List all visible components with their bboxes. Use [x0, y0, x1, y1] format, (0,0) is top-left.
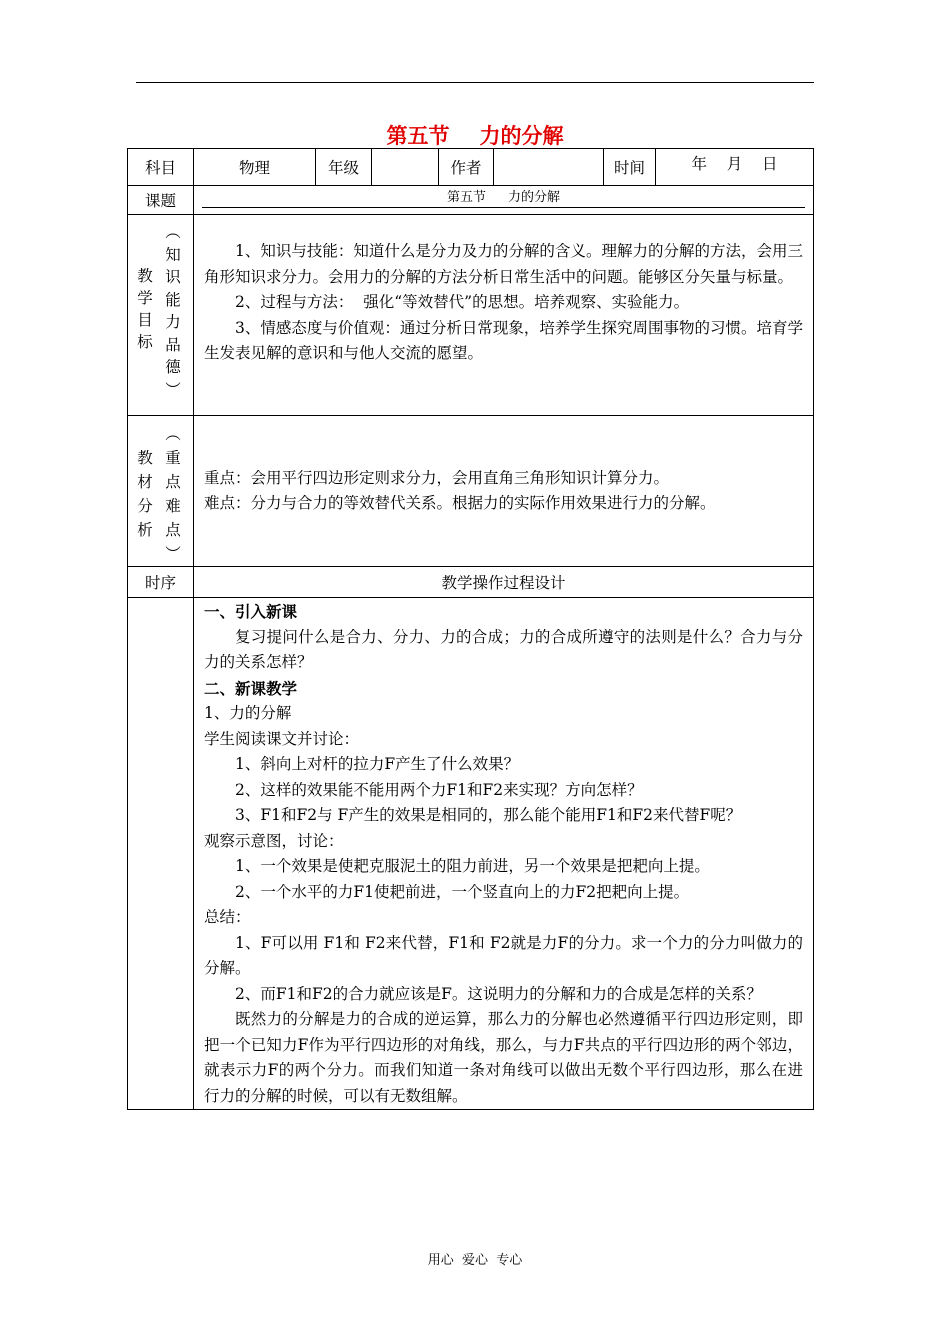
- time-order-cell: [128, 598, 194, 1110]
- time-label: 时间: [604, 149, 656, 186]
- process-header-row: [128, 567, 814, 598]
- author-value: [494, 149, 604, 186]
- lesson-plan-table: [127, 148, 814, 1110]
- topic-label: 课题: [128, 186, 194, 215]
- topic-cell: [194, 186, 814, 215]
- grade-value: [372, 149, 439, 186]
- topic-name: 力的分解: [508, 190, 561, 205]
- process-content: [194, 598, 814, 1110]
- grade-label: 年级: [316, 149, 372, 186]
- subject-label: 科目: [128, 149, 194, 186]
- observe-instruction: 观察示意图，讨论：: [204, 831, 344, 850]
- page-title: [0, 120, 950, 150]
- subject-value: 物理: [194, 149, 316, 186]
- topic-row: [128, 186, 814, 215]
- summary-heading: 总结：: [204, 908, 251, 926]
- observation-2: 2、一个水平的力F1使耙前进，一个竖直向上的力F2把耙向上提。: [235, 882, 690, 901]
- analysis-label-main: 教 材 分 析: [137, 449, 153, 539]
- goals-label: [128, 215, 194, 416]
- analysis-content: [194, 416, 814, 567]
- subsection-heading: 1、力的分解: [204, 704, 292, 722]
- process-row: [128, 598, 814, 1110]
- difficult-point: 难点：分力与合力的等效替代关系。根据力的实际作用效果进行力的分解。: [204, 494, 716, 512]
- time-order-label: 时序: [128, 567, 194, 598]
- time-value: 年 月 日: [656, 149, 814, 186]
- goal-process: 2、过程与方法： 强化“等效替代”的思想。培养观察、实验能力。: [235, 293, 690, 311]
- header-row: [128, 149, 814, 186]
- goals-content: [194, 215, 814, 416]
- title-section: 第五节: [386, 124, 450, 148]
- goal-knowledge: 1、知识与技能：知道什么是分力及力的分解的含义。理解力的分解的方法，会用三角形知识求分力。会用力的分解的方法分析日常生活中的问题。能够区分矢量与标量。: [204, 242, 803, 286]
- key-point: 重点：会用平行四边形定则求分力，会用直角三角形知识计算分力。: [204, 468, 670, 487]
- title-topic: 力的分解: [479, 124, 564, 148]
- design-label: 教学操作过程设计: [194, 567, 814, 598]
- page-footer: 用心 爱心 专心: [427, 1253, 523, 1268]
- question-3: 3、F1和F2与 F产生的效果是相同的，那么能个能用F1和F2来代替F呢？: [235, 806, 742, 824]
- observation-1: 1、一个效果是使耙克服泥土的阻力前进，另一个效果是把耙向上提。: [235, 857, 710, 875]
- topic-section: 第五节: [446, 190, 486, 205]
- goal-attitude: 3、情感态度与价值观：通过分析日常现象，培养学生探究周围事物的习惯。培育学生发表见解的意识和与他人交流的愿望。: [204, 318, 803, 362]
- conclusion: 既然力的分解是力的合成的逆运算，那么力的分解也必然遵循平行四边形定则，即把一个已知力F作为平行四边形的对角线，那么，与力F共点的平行四边形的两个邻边，就表示力F的两个分力。而我们知道一条对角线可以做出无数个平行四边形，那么在进行力的分解的时候，可以有无数组解。: [204, 1010, 803, 1105]
- author-label: 作者: [439, 149, 494, 186]
- question-1: 1、斜向上对杆的拉力F产生了什么效果？: [235, 755, 520, 773]
- goals-label-main: 教 学 目 标: [137, 267, 153, 351]
- topic-value: [202, 186, 805, 208]
- summary-2: 2、而F1和F2的合力就应该是F。这说明力的分解和力的合成是怎样的关系？: [235, 984, 762, 1003]
- review-question: 复习提问什么是合力、分力、力的合成；力的合成所遵守的法则是什么？合力与分力的关系怎样？: [204, 627, 803, 671]
- analysis-label: [128, 416, 194, 567]
- intro-heading: 一、引入新课: [204, 602, 298, 621]
- analysis-label-sub: ︵ 重 点 难 点 ︶: [165, 425, 181, 563]
- goals-row: [128, 215, 814, 416]
- goals-label-sub: ︵ 知 识 能 力 品 德 ︶: [165, 223, 181, 399]
- new-lesson-heading: 二、新课教学: [204, 678, 298, 698]
- header-rule: [136, 82, 814, 83]
- read-instruction: 学生阅读课文并讨论：: [204, 729, 360, 748]
- analysis-row: [128, 416, 814, 567]
- summary-1: 1、F可以用 F1和 F2来代替，F1和 F2就是力F的分力。求一个力的分力叫做力的分解。: [204, 933, 803, 977]
- question-2: 2、这样的效果能不能用两个力F1和F2来实现？方向怎样？: [235, 780, 643, 799]
